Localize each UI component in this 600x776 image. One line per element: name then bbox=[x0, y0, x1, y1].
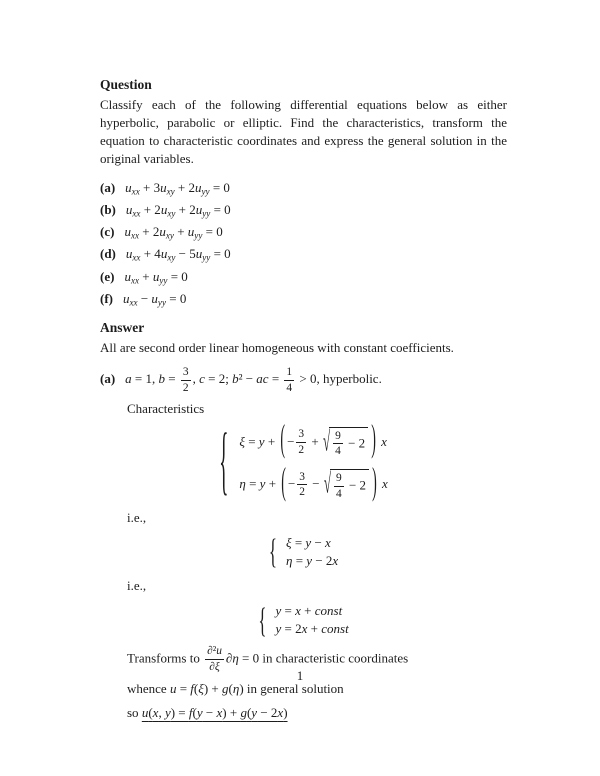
lines-system bbox=[258, 600, 349, 640]
characteristics-label: Characteristics bbox=[127, 401, 205, 417]
page-content bbox=[100, 77, 507, 728]
system-rows bbox=[275, 603, 348, 637]
ie-label-1: i.e., bbox=[127, 509, 147, 525]
equation-item-c bbox=[100, 223, 507, 241]
equation-list bbox=[100, 179, 507, 308]
eta-simplified-equation: η = y − 2x bbox=[285, 552, 339, 568]
characteristics-system-display bbox=[100, 420, 507, 506]
classification-math: a = 1, b = $\frac{3}{2}$ , c = 2; b² − ac = $\frac{1}{4}$ > 0, hyperbolic. bbox=[125, 365, 382, 394]
line-equation-1: y = x + const bbox=[275, 603, 343, 619]
answer-heading: Answer bbox=[100, 319, 145, 335]
equation-math: $u_{xx} + u_{yy} = 0$ bbox=[124, 268, 188, 286]
question-heading: Question bbox=[100, 77, 152, 92]
line-equation-2: y = 2x + const bbox=[275, 621, 349, 637]
left-brace: { bbox=[268, 532, 277, 572]
answer-intro: All are second order linear homogeneous with constant coefficients. bbox=[100, 339, 454, 355]
simplified-system bbox=[268, 532, 339, 572]
answer-part-label: (a) bbox=[100, 371, 116, 387]
transforms-line: Transforms to $\frac{\text{∂²u}}{\partial\xi}$ ∂η = 0 in characteristic coordinates bbox=[127, 645, 409, 673]
equation-math: $u_{xx} - u_{yy} = 0$ bbox=[123, 290, 187, 308]
left-brace: { bbox=[219, 421, 229, 506]
equation-item-e bbox=[100, 268, 507, 286]
simplified-system-display bbox=[100, 532, 507, 572]
equation-item-f bbox=[100, 290, 507, 308]
question-body: Classify each of the following differential equations below as either hyperbolic, parabolic or elliptic. Find the characteristics, transform the equation to characteristic coordinates and express the general solution in the original variables. bbox=[100, 97, 507, 166]
answer-section bbox=[100, 320, 507, 722]
conclusion-line: so u(x, y) = f(y − x) + g(y − 2x) bbox=[127, 704, 288, 720]
equation-math: $u_{xx} + 2u_{xy} + 2u_{yy} = 0$ bbox=[125, 201, 231, 219]
equation-item-b bbox=[100, 201, 507, 219]
question-section bbox=[100, 77, 507, 308]
ie-label-2: i.e., bbox=[127, 577, 147, 593]
equation-label: (b) bbox=[100, 201, 116, 217]
equation-label: (d) bbox=[100, 246, 116, 262]
xi-simplified-equation: ξ = y − x bbox=[285, 534, 331, 550]
equation-math: $u_{xx} + 4u_{xy} - 5u_{yy} = 0$ bbox=[125, 246, 231, 264]
equation-math: $u_{xx} + 2u_{xy} + u_{yy} = 0$ bbox=[124, 224, 223, 241]
equation-label: (f) bbox=[100, 290, 113, 306]
lines-system-display bbox=[100, 600, 507, 640]
system-rows bbox=[286, 535, 338, 569]
equation-item-d bbox=[100, 245, 507, 263]
system-rows bbox=[239, 420, 388, 505]
equation-item-a bbox=[100, 179, 507, 197]
whence-line: whence u = f(ξ) + g(η) in general solution bbox=[127, 680, 344, 696]
answer-part-a-line bbox=[100, 366, 507, 395]
characteristics-system bbox=[219, 420, 388, 506]
equation-label: (c) bbox=[100, 224, 115, 240]
xi-characteristic-equation: ξ = y + ( − $\frac{3}{2}$ + √ $\frac{9}{4}$ − 2 ) x bbox=[239, 420, 387, 462]
equation-label: (e) bbox=[100, 268, 115, 284]
equation-math: $u_{xx} + 3u_{xy} + 2u_{yy} = 0$ bbox=[125, 179, 230, 197]
equation-label: (a) bbox=[100, 179, 116, 195]
left-brace: { bbox=[258, 600, 267, 640]
page-number: 1 bbox=[296, 668, 304, 683]
eta-characteristic-equation: η = y + ( − $\frac{3}{2}$ − √ $\frac{9}{4}$ − 2 ) x bbox=[239, 462, 388, 505]
